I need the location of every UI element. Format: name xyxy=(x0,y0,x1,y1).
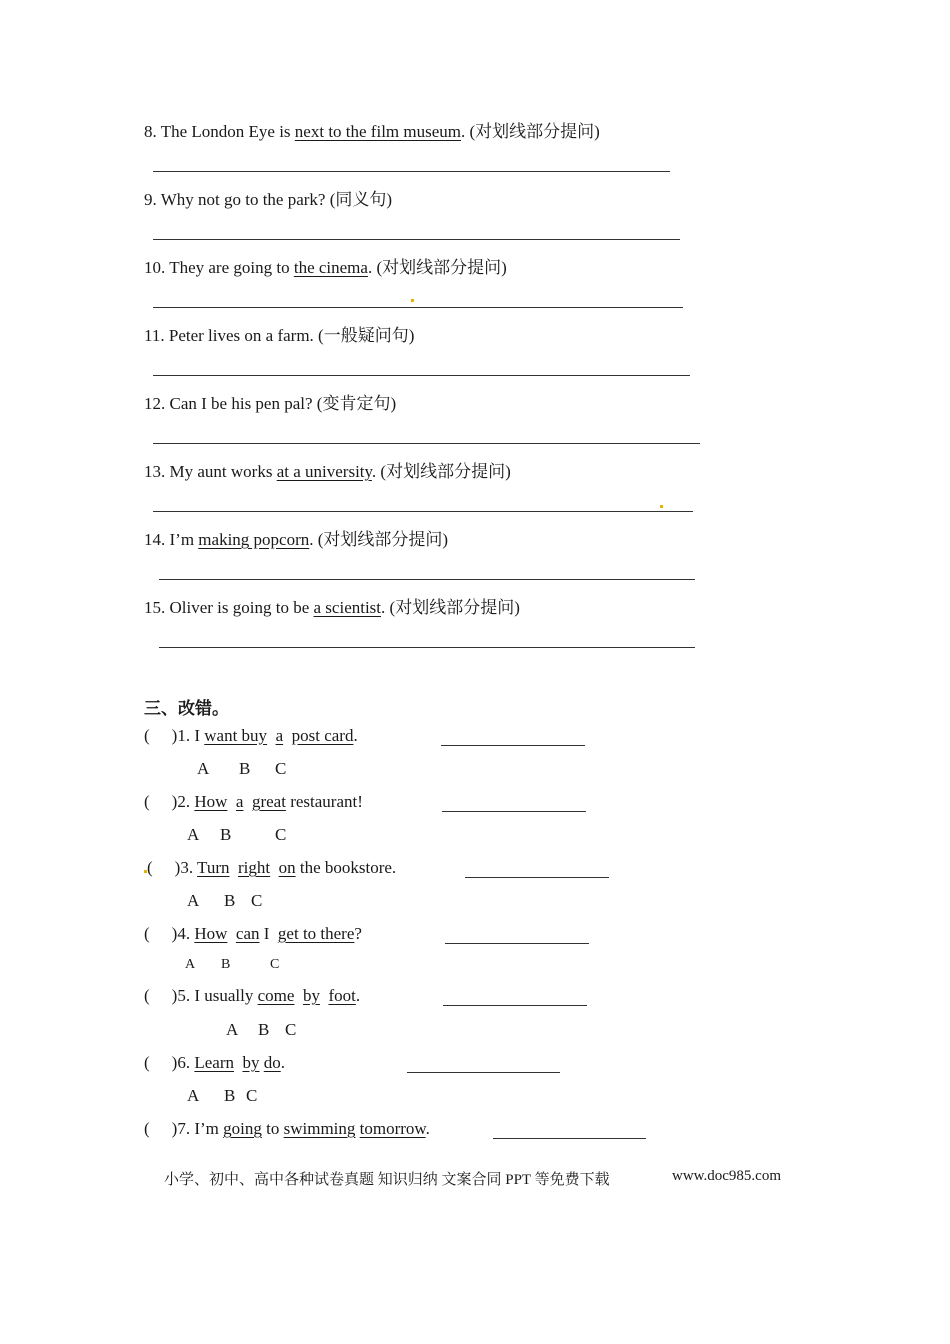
error-question-2 xyxy=(144,792,363,812)
question-8 xyxy=(144,117,600,142)
label-c: C xyxy=(251,891,263,910)
question-number: 11. xyxy=(144,326,165,345)
label-b: B xyxy=(258,1020,270,1039)
label-c: C xyxy=(275,825,287,844)
option-a-part: going xyxy=(223,1119,262,1138)
question-text: Peter lives on a farm. (一般疑问句) xyxy=(168,326,415,345)
label-a: A xyxy=(185,957,196,972)
label-a: A xyxy=(187,1086,200,1105)
question-9 xyxy=(144,185,392,210)
label-c: C xyxy=(246,1086,258,1105)
footer-url[interactable]: www.doc985.com xyxy=(672,1168,782,1184)
question-text: I’m xyxy=(194,1119,224,1138)
question-text: . xyxy=(355,986,361,1005)
label-c: C xyxy=(275,759,287,778)
question-text: My aunt works xyxy=(169,462,277,481)
question-10 xyxy=(144,253,507,278)
error-question-3 xyxy=(147,858,396,878)
label-b: B xyxy=(224,1086,236,1105)
question-number: )3. xyxy=(174,858,194,877)
section-title: 三、改错。 xyxy=(144,699,229,719)
option-a-part: want buy xyxy=(204,726,268,745)
label-a: A xyxy=(187,825,200,844)
option-b-part: a xyxy=(235,792,244,811)
bracket-open: ( xyxy=(144,924,150,943)
answer-line[interactable] xyxy=(153,443,700,444)
answer-line[interactable] xyxy=(153,171,670,172)
option-c-part: do xyxy=(263,1053,281,1072)
footer-text: 小学、初中、高中各种试卷真题 知识归纳 文案合同 PPT 等免费下载 xyxy=(164,1172,610,1188)
question-text: ? xyxy=(354,924,362,943)
error-question-7 xyxy=(144,1119,430,1139)
underlined-part: making popcorn xyxy=(198,530,310,549)
question-text: They are going to xyxy=(169,258,294,277)
label-a: A xyxy=(226,1020,239,1039)
bracket-open: ( xyxy=(144,986,150,1005)
question-number: 14. xyxy=(144,530,166,549)
question-text: restaurant! xyxy=(285,792,363,811)
question-number: )2. xyxy=(171,792,191,811)
label-b: B xyxy=(220,825,232,844)
question-12 xyxy=(144,389,396,414)
question-text: . xyxy=(353,726,358,745)
option-c-part: get to there xyxy=(277,924,355,943)
underlined-part: a scientist xyxy=(313,598,382,617)
correction-line[interactable] xyxy=(441,745,585,746)
option-a-part: How xyxy=(194,924,228,943)
question-number: )5. xyxy=(171,986,191,1005)
bracket-open: ( xyxy=(144,1053,150,1072)
option-c-part: on xyxy=(278,858,296,877)
question-number: )7. xyxy=(171,1119,191,1138)
underlined-part: at a university xyxy=(276,462,372,481)
question-13 xyxy=(144,457,511,482)
label-a: A xyxy=(187,891,200,910)
marker-dot xyxy=(660,505,663,508)
label-b: B xyxy=(221,957,231,972)
question-number: )6. xyxy=(171,1053,191,1072)
question-number: 12. xyxy=(144,394,166,413)
option-a-part: How xyxy=(194,792,228,811)
question-number: 15. xyxy=(144,598,166,617)
bracket-open: ( xyxy=(147,858,153,877)
correction-line[interactable] xyxy=(493,1138,646,1139)
answer-line[interactable] xyxy=(153,375,690,376)
question-text: to xyxy=(261,1119,284,1138)
question-text: I xyxy=(259,924,274,943)
bracket-open: ( xyxy=(144,1119,150,1138)
marker-dot xyxy=(411,299,414,302)
option-c-part: foot xyxy=(328,986,356,1005)
error-question-6 xyxy=(144,1053,285,1073)
answer-line[interactable] xyxy=(153,307,683,308)
question-text: I xyxy=(194,726,205,745)
option-b-part: swimming xyxy=(283,1119,356,1138)
question-15 xyxy=(144,593,520,618)
question-number: 9. xyxy=(144,190,157,209)
question-text: The London Eye is xyxy=(160,122,295,141)
label-b: B xyxy=(239,759,251,778)
question-instruction: . (对划线部分提问) xyxy=(461,122,600,141)
option-a-part: Learn xyxy=(194,1053,234,1072)
question-text: . xyxy=(425,1119,430,1138)
option-b-part: a xyxy=(275,726,284,745)
error-question-4 xyxy=(144,924,362,944)
question-instruction: . (对划线部分提问) xyxy=(371,462,511,481)
question-text: Oliver is going to be xyxy=(169,598,314,617)
question-11 xyxy=(144,321,414,346)
option-c-part: post card xyxy=(291,726,354,745)
correction-line[interactable] xyxy=(443,1005,587,1006)
error-question-5 xyxy=(144,986,360,1006)
question-text: . xyxy=(280,1053,285,1072)
answer-line[interactable] xyxy=(159,579,695,580)
option-b-part: by xyxy=(302,986,320,1005)
correction-line[interactable] xyxy=(465,877,609,878)
label-b: B xyxy=(224,891,236,910)
option-b-part: can xyxy=(235,924,260,943)
option-a-part: come xyxy=(257,986,295,1005)
question-instruction: . (对划线部分提问) xyxy=(367,258,507,277)
bracket-open: ( xyxy=(144,792,150,811)
question-number: 8. xyxy=(144,122,157,141)
label-c: C xyxy=(285,1020,297,1039)
question-14 xyxy=(144,525,448,550)
question-text: I’m xyxy=(169,530,199,549)
error-question-1 xyxy=(144,726,358,746)
question-text: the bookstore. xyxy=(295,858,397,877)
question-instruction: . (对划线部分提问) xyxy=(381,598,520,617)
underlined-part: next to the film museum xyxy=(294,122,461,141)
question-number: )1. xyxy=(171,726,191,745)
question-number: 13. xyxy=(144,462,166,481)
question-text: Why not go to the park? (同义句) xyxy=(160,190,393,209)
correction-line[interactable] xyxy=(445,943,589,944)
label-a: A xyxy=(197,759,210,778)
option-b-part: right xyxy=(238,858,271,877)
question-instruction: . (对划线部分提问) xyxy=(309,530,449,549)
question-text: I usually xyxy=(194,986,258,1005)
correction-line[interactable] xyxy=(442,811,586,812)
question-number: )4. xyxy=(171,924,191,943)
correction-line[interactable] xyxy=(407,1072,560,1073)
option-c-part: great xyxy=(251,792,286,811)
bracket-open: ( xyxy=(144,726,150,745)
option-b-part: by xyxy=(242,1053,260,1072)
question-number: 10. xyxy=(144,258,166,277)
answer-line[interactable] xyxy=(153,511,693,512)
option-a-part: Turn xyxy=(197,858,230,877)
question-text: Can I be his pen pal? (变肯定句) xyxy=(169,394,397,413)
answer-line[interactable] xyxy=(153,239,680,240)
underlined-part: the cinema xyxy=(293,258,368,277)
option-c-part: tomorrow xyxy=(359,1119,426,1138)
label-c: C xyxy=(270,957,280,972)
answer-line[interactable] xyxy=(159,647,695,648)
